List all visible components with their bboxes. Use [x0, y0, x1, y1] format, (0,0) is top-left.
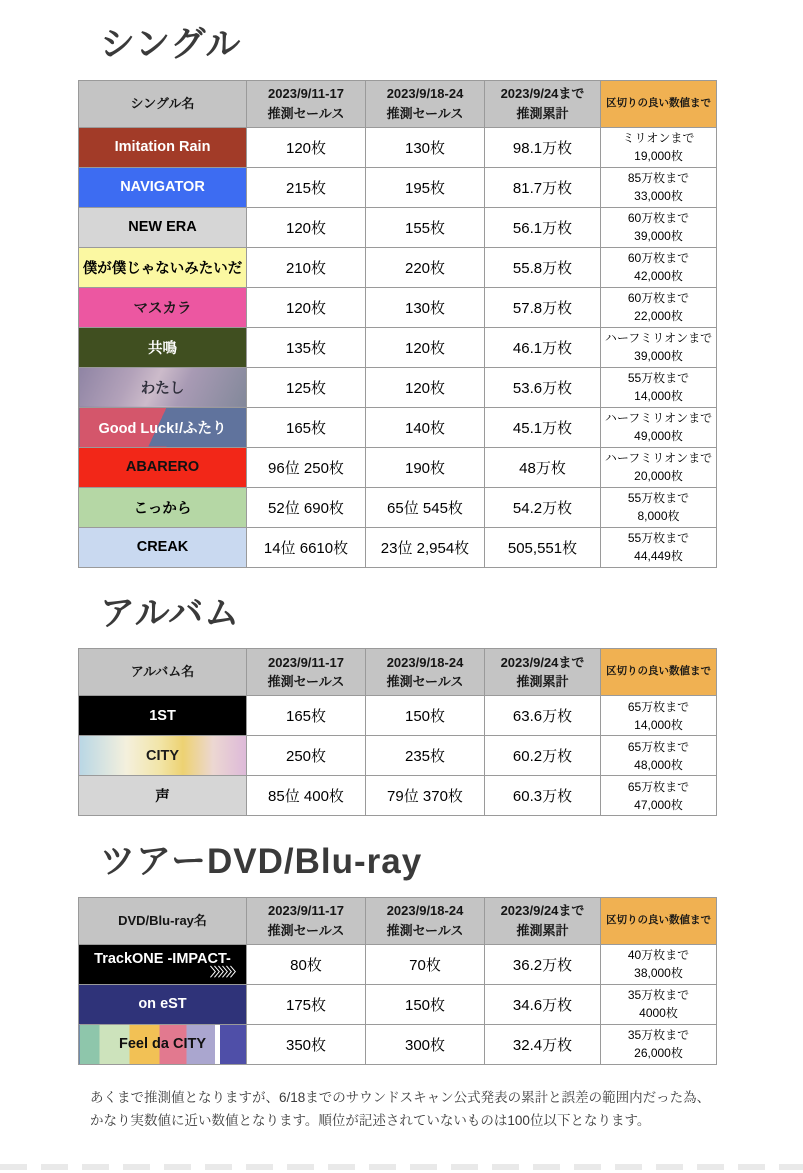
goal-cell: 65万枚まで 14,000枚 — [601, 696, 717, 736]
title-cell: on eST — [79, 984, 247, 1024]
week1-sales-cell: 210枚 — [247, 247, 366, 287]
title-cell: 1ST — [79, 696, 247, 736]
column-header-name: アルバム名 — [79, 649, 247, 696]
total-cell: 81.7万枚 — [485, 167, 601, 207]
table-row — [79, 207, 717, 247]
table-row — [79, 527, 717, 567]
week1-sales-cell: 165枚 — [247, 696, 366, 736]
section-albums — [78, 595, 803, 817]
goal-cell: 40万枚まで 38,000枚 — [601, 944, 717, 984]
singles-table — [78, 80, 717, 568]
column-header-name: DVD/Blu-ray名 — [79, 897, 247, 944]
week1-sales-cell: 250枚 — [247, 736, 366, 776]
goal-cell: 65万枚まで 47,000枚 — [601, 776, 717, 816]
goal-cell: 60万枚まで 42,000枚 — [601, 247, 717, 287]
header-row — [79, 897, 717, 944]
total-cell: 57.8万枚 — [485, 287, 601, 327]
week1-sales-cell: 80枚 — [247, 944, 366, 984]
column-header-total: 2023/9/24まで 推測累計 — [485, 649, 601, 696]
footnote-line2: かなり実数値に近い数値となります。順位が記述されていないものは100位以下となります。 — [90, 1113, 651, 1129]
week1-sales-cell: 350枚 — [247, 1024, 366, 1064]
table-row — [79, 944, 717, 984]
total-cell: 53.6万枚 — [485, 367, 601, 407]
goal-cell: 60万枚まで 22,000枚 — [601, 287, 717, 327]
table-row — [79, 287, 717, 327]
column-header-week1: 2023/9/11-17 推測セールス — [247, 649, 366, 696]
week2-sales-cell: 300枚 — [366, 1024, 485, 1064]
title-cell: わたし — [79, 367, 247, 407]
table-row — [79, 407, 717, 447]
week1-sales-cell: 85位 400枚 — [247, 776, 366, 816]
week2-sales-cell: 150枚 — [366, 984, 485, 1024]
goal-cell: ハーフミリオンまで 39,000枚 — [601, 327, 717, 367]
week2-sales-cell: 23位 2,954枚 — [366, 527, 485, 567]
column-header-week2: 2023/9/18-24 推測セールス — [366, 80, 485, 127]
title-cell: CREAK — [79, 527, 247, 567]
table-row — [79, 367, 717, 407]
week1-sales-cell: 215枚 — [247, 167, 366, 207]
header-row — [79, 80, 717, 127]
total-cell: 63.6万枚 — [485, 696, 601, 736]
week2-sales-cell: 190枚 — [366, 447, 485, 487]
bottom-dash-strip — [0, 1164, 803, 1170]
table-row — [79, 167, 717, 207]
week2-sales-cell: 120枚 — [366, 367, 485, 407]
total-cell: 34.6万枚 — [485, 984, 601, 1024]
title-cell: Good Luck!/ふたり — [79, 407, 247, 447]
title-cell: TrackONE -IMPACT- 〉〉〉〉〉〉 — [79, 944, 247, 984]
week1-sales-cell: 175枚 — [247, 984, 366, 1024]
goal-cell: 60万枚まで 39,000枚 — [601, 207, 717, 247]
section-title-singles: シングル — [100, 25, 242, 64]
week1-sales-cell: 14位 6610枚 — [247, 527, 366, 567]
column-header-week2: 2023/9/18-24 推測セールス — [366, 649, 485, 696]
goal-cell: 35万枚まで 26,000枚 — [601, 1024, 717, 1064]
total-cell: 505,551枚 — [485, 527, 601, 567]
week1-sales-cell: 135枚 — [247, 327, 366, 367]
table-row — [79, 487, 717, 527]
section-title-albums: アルバム — [100, 593, 241, 633]
section-dvds — [78, 843, 803, 1065]
week1-sales-cell: 165枚 — [247, 407, 366, 447]
total-cell: 54.2万枚 — [485, 487, 601, 527]
week1-sales-cell: 120枚 — [247, 207, 366, 247]
table-row — [79, 247, 717, 287]
goal-cell: 55万枚まで 8,000枚 — [601, 487, 717, 527]
column-header-total: 2023/9/24まで 推測累計 — [485, 80, 601, 127]
albums-table — [78, 648, 717, 816]
week1-sales-cell: 96位 250枚 — [247, 447, 366, 487]
total-cell: 60.3万枚 — [485, 776, 601, 816]
week2-sales-cell: 220枚 — [366, 247, 485, 287]
table-row — [79, 696, 717, 736]
title-cell: マスカラ — [79, 287, 247, 327]
week2-sales-cell: 155枚 — [366, 207, 485, 247]
total-cell: 55.8万枚 — [485, 247, 601, 287]
total-cell: 60.2万枚 — [485, 736, 601, 776]
title-cell: こっから — [79, 487, 247, 527]
column-header-week1: 2023/9/11-17 推測セールス — [247, 897, 366, 944]
title-cell: ABARERO — [79, 447, 247, 487]
section-singles — [78, 26, 803, 568]
column-header-goal: 区切りの良い数値まで — [601, 649, 717, 696]
week2-sales-cell: 195枚 — [366, 167, 485, 207]
total-cell: 36.2万枚 — [485, 944, 601, 984]
column-header-label: シングル名 — [130, 95, 195, 111]
title-cell: CITY — [79, 736, 247, 776]
table-row — [79, 1024, 717, 1064]
table-row — [79, 984, 717, 1024]
goal-cell: ハーフミリオンまで 49,000枚 — [601, 407, 717, 447]
goal-cell: ミリオンまで 19,000枚 — [601, 127, 717, 167]
total-cell: 45.1万枚 — [485, 407, 601, 447]
total-cell: 32.4万枚 — [485, 1024, 601, 1064]
title-cell: NEW ERA — [79, 207, 247, 247]
section-title-dvds: ツアーDVD/Blu-ray — [100, 842, 423, 881]
week2-sales-cell: 130枚 — [366, 287, 485, 327]
goal-cell: 35万枚まで 4000枚 — [601, 984, 717, 1024]
title-cell: NAVIGATOR — [79, 167, 247, 207]
week1-sales-cell: 120枚 — [247, 287, 366, 327]
title-cell: Imitation Rain — [79, 127, 247, 167]
table-row — [79, 447, 717, 487]
title-cell: 僕が僕じゃないみたいだ — [79, 247, 247, 287]
total-cell: 56.1万枚 — [485, 207, 601, 247]
column-header-week1: 2023/9/11-17 推測セールス — [247, 80, 366, 127]
week2-sales-cell: 235枚 — [366, 736, 485, 776]
week2-sales-cell: 130枚 — [366, 127, 485, 167]
table-row — [79, 327, 717, 367]
table-row — [79, 776, 717, 816]
column-header-total: 2023/9/24まで 推測累計 — [485, 897, 601, 944]
week1-sales-cell: 120枚 — [247, 127, 366, 167]
goal-cell: ハーフミリオンまで 20,000枚 — [601, 447, 717, 487]
goal-cell: 65万枚まで 48,000枚 — [601, 736, 717, 776]
week2-sales-cell: 70枚 — [366, 944, 485, 984]
column-header-goal: 区切りの良い数値まで — [601, 80, 717, 127]
footnote — [90, 1086, 726, 1133]
week2-sales-cell: 150枚 — [366, 696, 485, 736]
chevrons-decoration: 〉〉〉〉〉〉 — [209, 964, 240, 979]
week2-sales-cell: 65位 545枚 — [366, 487, 485, 527]
week2-sales-cell: 120枚 — [366, 327, 485, 367]
title-cell: 共鳴 — [79, 327, 247, 367]
header-row — [79, 649, 717, 696]
goal-cell: 55万枚まで 14,000枚 — [601, 367, 717, 407]
footnote-line1: あくまで推測値となりますが、6/18までのサウンドスキャン公式発表の累計と誤差の範囲内だった為、 — [90, 1089, 711, 1105]
goal-cell: 85万枚まで 33,000枚 — [601, 167, 717, 207]
week2-sales-cell: 79位 370枚 — [366, 776, 485, 816]
week1-sales-cell: 125枚 — [247, 367, 366, 407]
title-cell: Feel da CITY — [79, 1024, 247, 1064]
title-cell: 声 — [79, 776, 247, 816]
week1-sales-cell: 52位 690枚 — [247, 487, 366, 527]
total-cell: 46.1万枚 — [485, 327, 601, 367]
total-cell: 98.1万枚 — [485, 127, 601, 167]
goal-cell: 55万枚まで 44,449枚 — [601, 527, 717, 567]
column-header-goal: 区切りの良い数値まで — [601, 897, 717, 944]
total-cell: 48万枚 — [485, 447, 601, 487]
column-header-name — [79, 80, 247, 127]
week2-sales-cell: 140枚 — [366, 407, 485, 447]
table-row — [79, 127, 717, 167]
column-header-week2: 2023/9/18-24 推測セールス — [366, 897, 485, 944]
dvds-table — [78, 897, 717, 1065]
table-row — [79, 736, 717, 776]
